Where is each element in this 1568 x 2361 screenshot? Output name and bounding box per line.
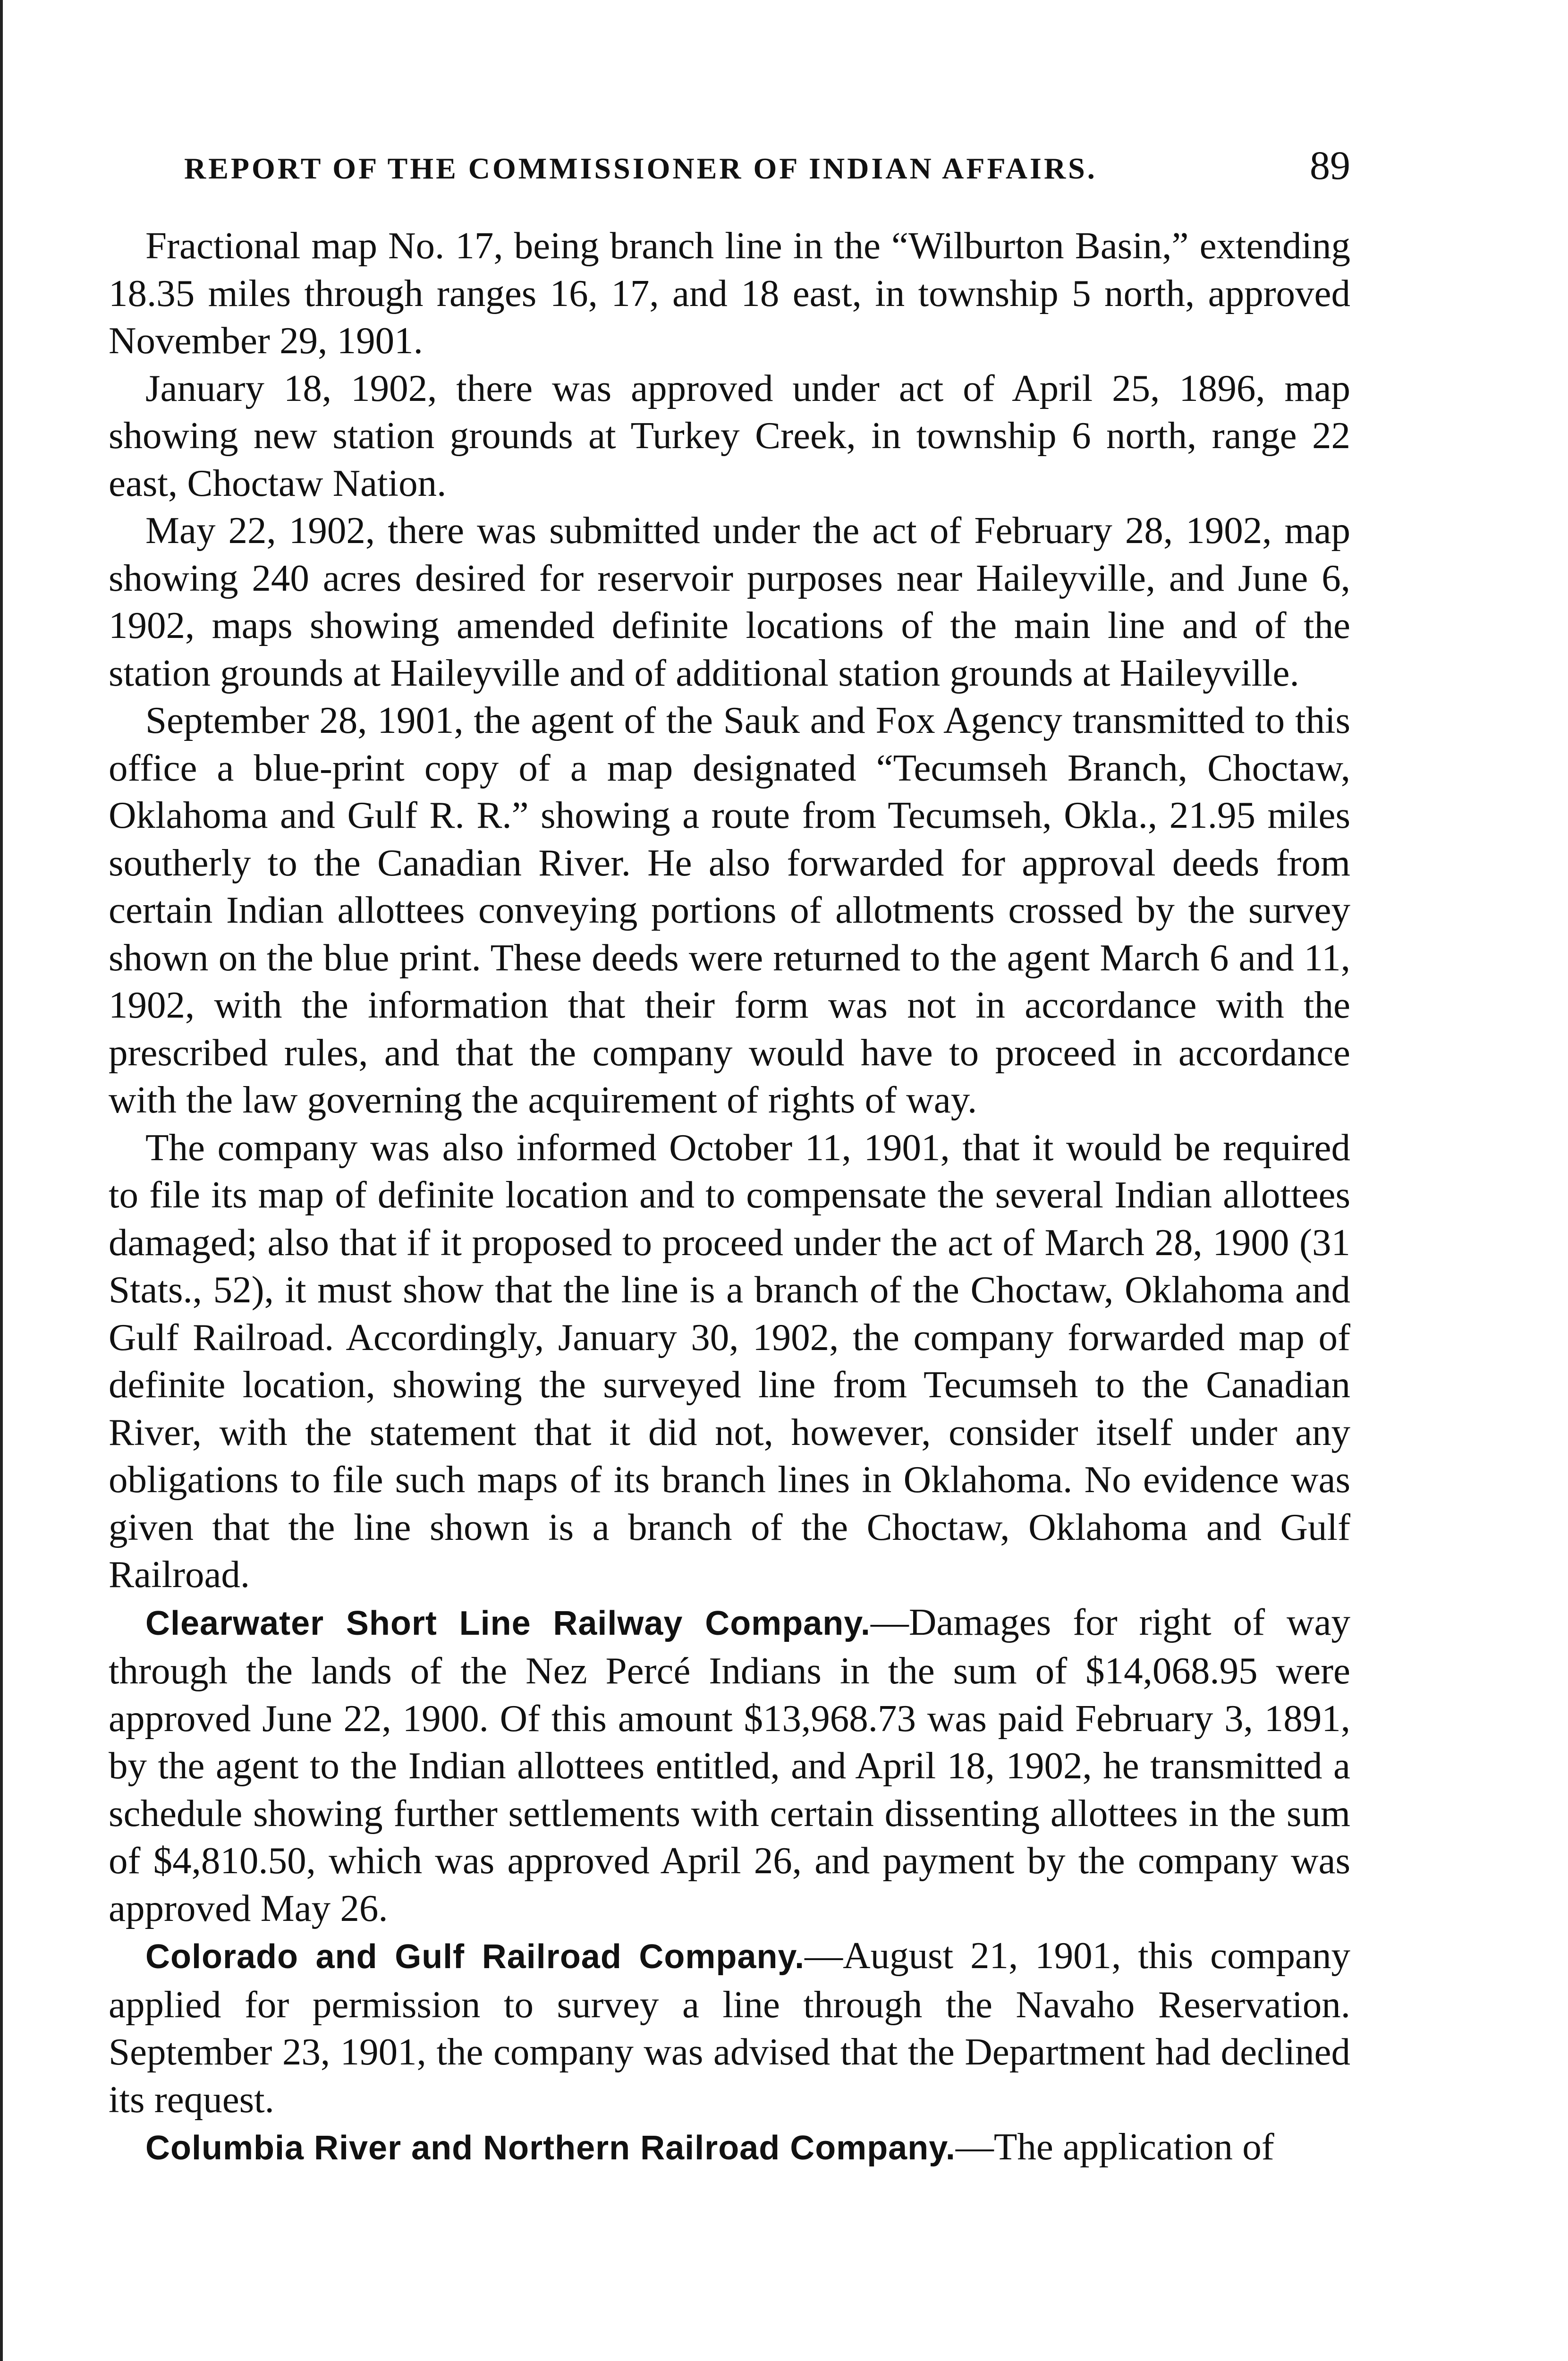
body-text bbox=[109, 222, 1350, 2172]
section-lead-columbia: Columbia River and Northern Railroad Company. bbox=[145, 2129, 956, 2167]
paragraph-colorado-and-gulf bbox=[109, 1932, 1350, 2123]
paragraph-turkey-creek bbox=[109, 365, 1350, 507]
page-header bbox=[109, 142, 1350, 194]
paragraph-text: January 18, 1902, there was approved under act of April 25, 1896, map showing new station grounds at Turkey Creek, in township 6 north, range 22 east, Choctaw Nation. bbox=[109, 366, 1350, 504]
paragraph-company-informed bbox=[109, 1124, 1350, 1598]
paragraph-text: September 28, 1901, the agent of the Sauk and Fox Agency transmitted to this office a blue-print copy of a map designated “Tecumseh Branch, Choctaw, Oklahoma and Gulf R. R.” showing a route from Tecumseh, Okla., 21.95 miles southerly to the Canadian River. He also forwarded for approval deeds from certain Indian allottees conveying portions of allotments crossed by the survey shown on the blue print. These deeds were returned to the agent March 6 and 11, 1902, with the information that their form was not in accordance with the prescribed rules, and that the company would have to proceed in accordance with the law governing the acquirement of rights of way. bbox=[109, 699, 1350, 1121]
paragraph-text: May 22, 1902, there was submitted under the act of February 28, 1902, map showing 240 acres desired for reservoir purposes near Haileyville, and June 6, 1902, maps showing amended definite locations of the main line and of the station grounds at Haileyville and of additional station grounds at Haileyville. bbox=[109, 509, 1350, 694]
paragraph-text: Fractional map No. 17, being branch line in the “Wilburton Basin,” extending 18.35 miles through ranges 16, 17, and 18 east, in township 5 north, approved November 29, 1901. bbox=[109, 224, 1350, 362]
paragraph-sauk-and-fox bbox=[109, 696, 1350, 1124]
section-lead-colorado: Colorado and Gulf Railroad Company. bbox=[145, 1938, 805, 1976]
running-head: REPORT OF THE COMMISSIONER OF INDIAN AFFAIRS. bbox=[184, 152, 1097, 185]
paragraph-text: —August 21, 1901, this company applied for permission to survey a line through the Navaho Reservation. September 23, 1901, the company was advised that the Department had declined its request. bbox=[109, 1934, 1350, 2121]
paragraph-fractional-map bbox=[109, 222, 1350, 365]
paragraph-columbia-river bbox=[109, 2123, 1350, 2172]
paragraph-text: —The application of bbox=[955, 2125, 1274, 2168]
paragraph-clearwater bbox=[109, 1598, 1350, 1932]
scan-edge-left bbox=[0, 0, 3, 2361]
paragraph-haileyville bbox=[109, 507, 1350, 696]
paragraph-text: The company was also informed October 11, 1901, that it would be required to file its map of definite location and to compensate the several Indian allottees damaged; also that if it proposed to proceed under the act of March 28, 1900 (31 Stats., 52), it must show that the line is a branch of the Choctaw, Oklahoma and Gulf Railroad. Accordingly, January 30, 1902, the company forwarded map of definite location, showing the surveyed line from Tecumseh to the Canadian River, with the statement that it did not, however, consider itself under any obligations to file such maps of its branch lines in Oklahoma. No evidence was given that the line shown is a branch of the Choctaw, Oklahoma and Gulf Railroad. bbox=[109, 1126, 1350, 1596]
section-lead-clearwater: Clearwater Short Line Railway Company. bbox=[145, 1604, 871, 1642]
paragraph-text: —Damages for right of way through the lands of the Nez Percé Indians in the sum of $14,068.95 were approved June 22, 1900. Of this amount $13,968.73 was paid February 3, 1891, by the agent to the Indian allottees entitled, and April 18, 1902, he transmitted a schedule showing further settlements with certain dissenting allottees in the sum of $4,810.50, which was approved April 26, and payment by the company was approved May 26. bbox=[109, 1600, 1350, 1929]
page-number: 89 bbox=[1310, 143, 1350, 188]
